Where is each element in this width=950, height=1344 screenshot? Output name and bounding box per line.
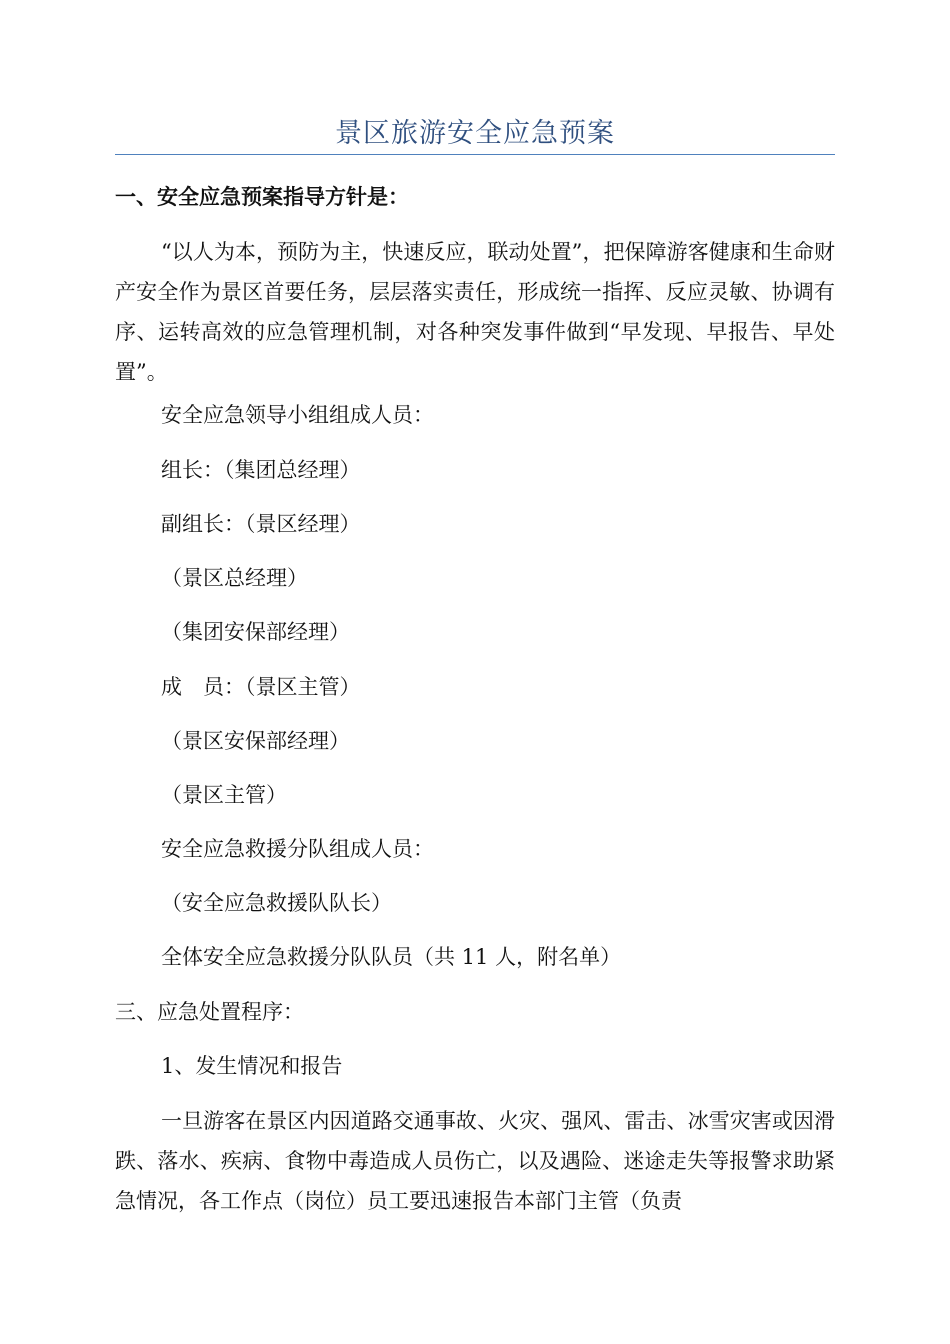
section3-heading: 三、应急处置程序： bbox=[115, 1000, 304, 1024]
title-underline bbox=[115, 154, 835, 155]
deputy-leader-line: 副组长：（景区经理） bbox=[161, 512, 361, 536]
subsection1-heading: 1、发生情况和报告 bbox=[161, 1054, 343, 1078]
page-title: 景区旅游安全应急预案 bbox=[335, 118, 615, 149]
leader-line: 组长：（集团总经理） bbox=[161, 458, 361, 482]
incident-report-paragraph: 一旦游客在景区内因道路交通事故、火灾、强风、雷击、冰雪灾害或因滑跌、落水、疾病、食物中毒造成人员伤亡，以及遇险、迷途走失等报警求助紧急情况，各工作点（岗位）员工要迅速报告本部门主管（负责 bbox=[115, 1109, 835, 1213]
rescue-captain-line: （安全应急救援队队长） bbox=[161, 891, 392, 915]
leadership-group-heading: 安全应急领导小组组成人员： bbox=[161, 403, 434, 427]
member-line: 成 员：（景区主管） bbox=[161, 675, 361, 699]
section1-heading: 一、安全应急预案指导方针是： bbox=[115, 184, 409, 209]
deputy-leader-2-line: （景区总经理） bbox=[161, 566, 308, 590]
member-2-line: （景区安保部经理） bbox=[161, 729, 350, 753]
deputy-leader-3-line: （集团安保部经理） bbox=[161, 620, 350, 644]
rescue-members-line: 全体安全应急救援分队队员（共 11 人，附名单） bbox=[161, 945, 622, 969]
guiding-principle-paragraph: “以人为本，预防为主，快速反应，联动处置”，把保障游客健康和生命财产安全作为景区首要任务，层层落实责任，形成统一指挥、反应灵敏、协调有序、运转高效的应急管理机制，对各种突发事件做到“早发现、早报告、早处置”。 bbox=[115, 240, 835, 384]
member-3-line: （景区主管） bbox=[161, 783, 287, 807]
rescue-team-heading: 安全应急救援分队组成人员： bbox=[161, 837, 434, 861]
